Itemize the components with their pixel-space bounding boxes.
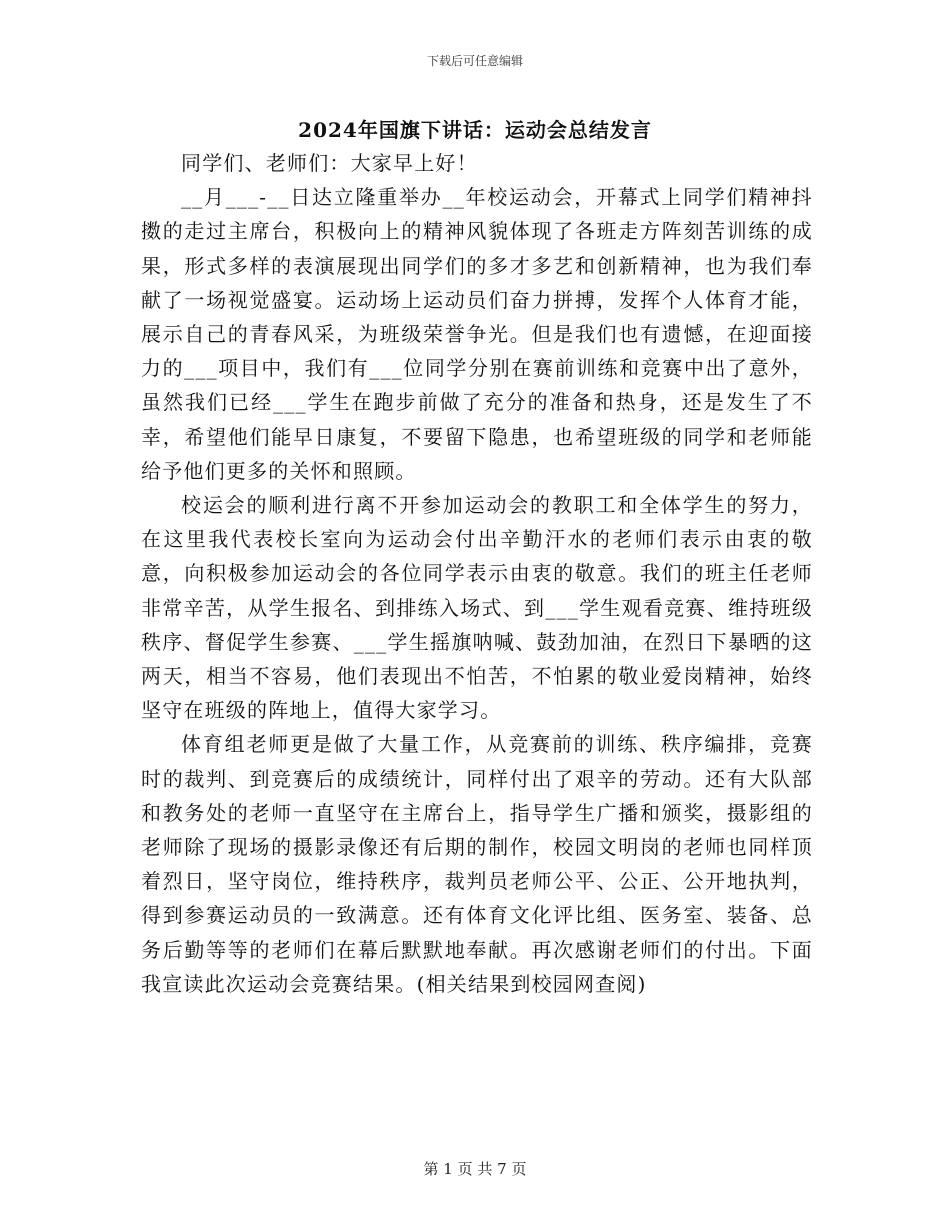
page-header-note: 下载后可任意编辑: [426, 54, 523, 68]
document-body: [141, 146, 813, 1001]
document-title: 2024年国旗下讲话：运动会总结发言: [298, 118, 652, 142]
body-paragraph-2: 校运会的顺利进行离不开参加运动会的教职工和全体学生的努力，在这里我代表校长室向为运动会付出辛勤汗水的老师们表示由衷的敬意，向积极参加运动会的各位同学表示由衷的敬意。我们的班主任老师非常辛苦，从学生报名、到排练入场式、到___学生观看竞赛、维持班级秩序、督促学生参赛、___学生摇旗呐喊、鼓劲加油，在烈日下暴晒的这两天，相当不容易，他们表现出不怕苦，不怕累的敬业爱岗精神，始终坚守在班级的阵地上，值得大家学习。: [141, 493, 813, 723]
body-paragraph-1: __月___-__日达立隆重举办__年校运动会，开幕式上同学们精神抖擞的走过主席台，积极向上的精神风貌体现了各班走方阵刻苦训练的成果，形式多样的表演展现出同学们的多才多艺和创新精神，也为我们奉献了一场视觉盛宴。运动场上运动员们奋力拼搏，发挥个人体育才能，展示自己的青春风采，为班级荣誉争光。但是我们也有遗憾，在迎面接力的___项目中，我们有___位同学分别在赛前训练和竞赛中出了意外，虽然我们已经___学生在跑步前做了充分的准备和热身，还是发生了不幸，希望他们能早日康复，不要留下隐患，也希望班级的同学和老师能给予他们更多的关怀和照顾。: [141, 185, 813, 483]
body-paragraph-3: 体育组老师更是做了大量工作，从竞赛前的训练、秩序编排，竞赛时的裁判、到竞赛后的成绩统计，同样付出了艰辛的劳动。还有大队部和教务处的老师一直坚守在主席台上，指导学生广播和颁奖，摄影组的老师除了现场的摄影录像还有后期的制作，校园文明岗的老师也同样顶着烈日，坚守岗位，维持秩序，裁判员老师公平、公正、公开地执判，得到参赛运动员的一致满意。还有体育文化评比组、医务室、装备、总务后勤等等的老师们在幕后默默地奉献。再次感谢老师们的付出。下面我宣读此次运动会竞赛结果。(相关结果到校园网查阅): [141, 732, 813, 996]
greeting-paragraph: 同学们、老师们：大家早上好！: [181, 151, 478, 175]
page-number-footer: 第 1 页 共 7 页: [423, 1160, 527, 1178]
